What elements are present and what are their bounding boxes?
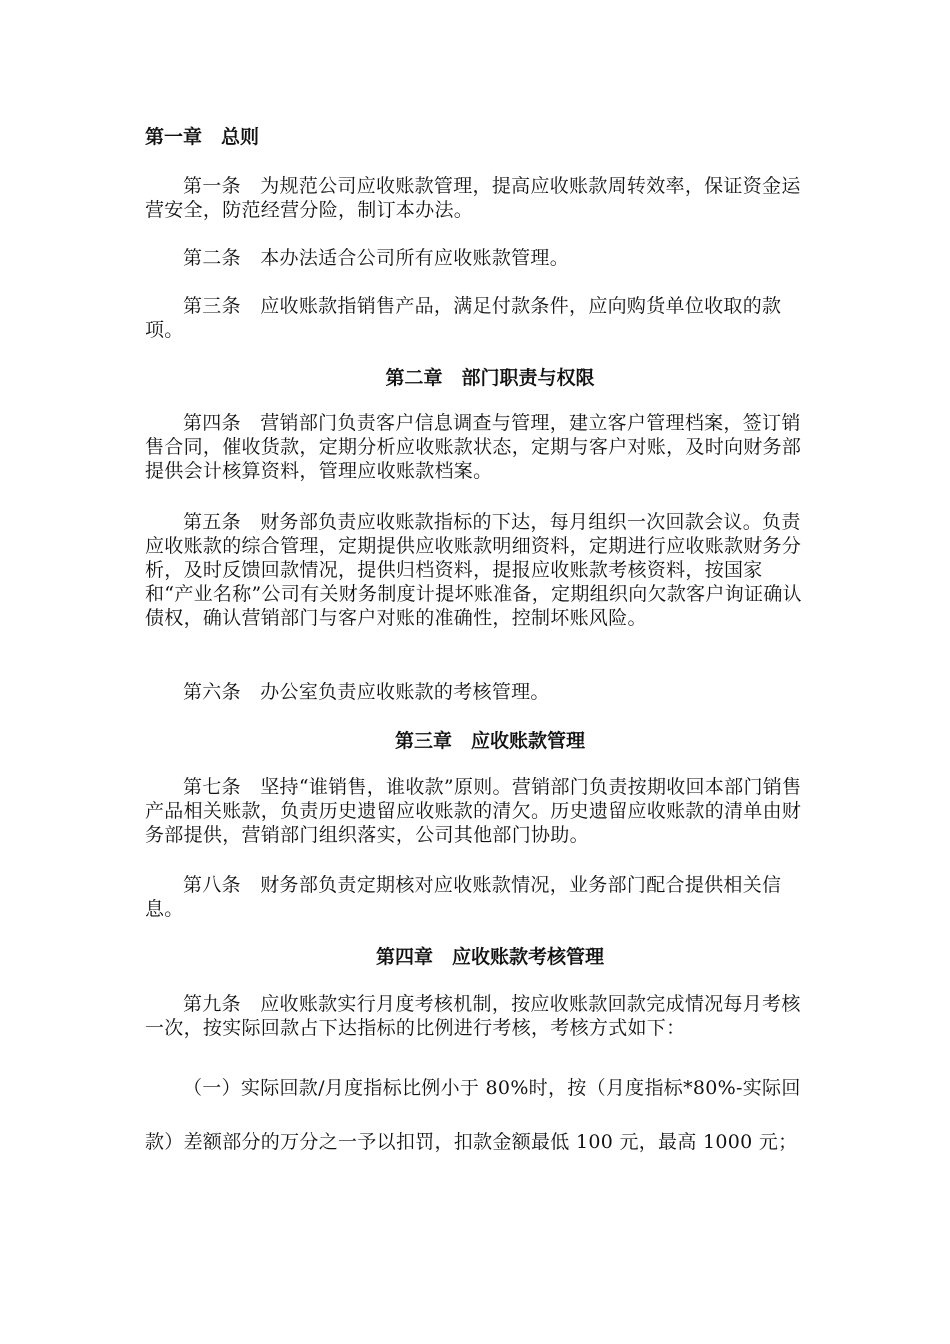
article-5-label: 第五条 <box>183 511 241 533</box>
article-7-label: 第七条 <box>183 776 241 798</box>
article-6-text: 办公室负责应收账款的考核管理。 <box>260 681 550 703</box>
article-9-label: 第九条 <box>183 993 241 1015</box>
article-1-text: 为规范公司应收账款管理，提高应收账款周转效率，保证资金运营安全，防范经营分险，制订本办法。 <box>145 175 801 221</box>
article-4-label: 第四条 <box>183 412 241 434</box>
article-7-text: 坚持“谁销售，谁收款”原则。营销部门负责按期收回本部门销售产品相关账款，负责历史遗留应收账款的清欠。历史遗留应收账款的清单由财务部提供，营销部门组织落实，公司其他部门协助。 <box>145 776 802 846</box>
article-3 <box>145 294 810 342</box>
article-3-text: 应收账款指销售产品，满足付款条件，应向购货单位收取的款项。 <box>145 295 782 341</box>
article-5-text: 财务部负责应收账款指标的下达，每月组织一次回款会议。负责应收账款的综合管理，定期提供应收账款明细资料，定期进行应收账款财务分析，及时反馈回款情况，提供归档资料，提报应收账款考核资料，按国家和“产业名称”公司有关财务制度计提坏账准备，定期组织向欠款客户询证确认债权，确认营销部门与客户对账的准确性，控制坏账风险。 <box>145 511 802 629</box>
assessment-item-1: （一）实际回款/月度指标比例小于 80%时，按（月度指标*80%-实际回款）差额部分的万分之一予以扣罚，扣款金额最低 100 元，最高 1000 元； <box>145 1077 801 1153</box>
article-8 <box>145 873 810 921</box>
chapter-4-heading: 第四章 应收账款考核管理 <box>375 946 604 968</box>
article-9-text: 应收账款实行月度考核机制，按应收账款回款完成情况每月考核一次，按实际回款占下达指标的比例进行考核，考核方式如下： <box>145 993 801 1039</box>
article-4 <box>145 411 810 483</box>
chapter-2-heading: 第二章 部门职责与权限 <box>385 367 595 389</box>
article-6-label: 第六条 <box>183 681 241 703</box>
article-4-text: 营销部门负责客户信息调查与管理，建立客户管理档案，签订销售合同，催收货款，定期分析应收账款状态，定期与客户对账，及时向财务部提供会计核算资料，管理应收账款档案。 <box>145 412 802 482</box>
article-2 <box>145 246 810 270</box>
article-8-text: 财务部负责定期核对应收账款情况，业务部门配合提供相关信息。 <box>145 874 782 920</box>
article-5 <box>145 510 810 630</box>
article-1-label: 第一条 <box>183 175 241 197</box>
chapter-3-heading: 第三章 应收账款管理 <box>394 730 585 752</box>
article-2-text: 本办法适合公司所有应收账款管理。 <box>260 247 570 269</box>
article-1 <box>145 174 810 222</box>
article-7 <box>145 775 810 847</box>
chapter-1-heading: 第一章 总则 <box>145 126 260 148</box>
article-2-label: 第二条 <box>183 247 241 269</box>
article-8-label: 第八条 <box>183 874 241 896</box>
article-6 <box>145 680 810 704</box>
article-9 <box>145 992 810 1040</box>
article-3-label: 第三条 <box>183 295 241 317</box>
